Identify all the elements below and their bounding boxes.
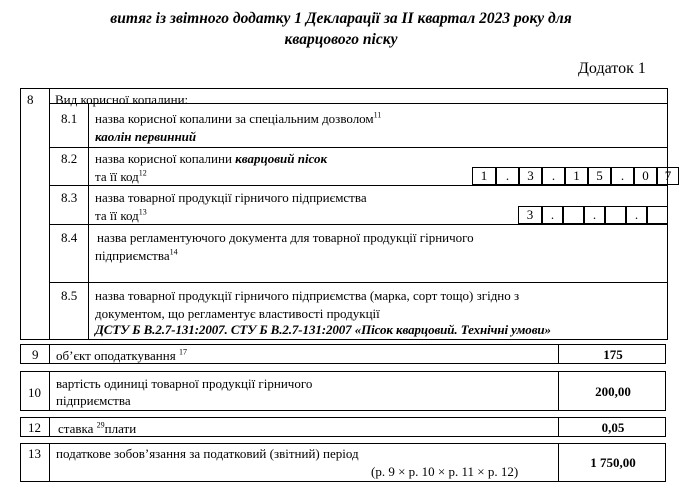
row-13-label: податкове зобов’язання за податковий (звітний) період — [56, 446, 359, 461]
section-8-number: 8 — [27, 92, 34, 107]
document-title-line2: кварцового піску — [284, 31, 398, 48]
row-12 — [20, 417, 666, 437]
code-separator: . — [542, 167, 565, 185]
row-13-value: 1 750,00 — [590, 455, 636, 470]
row-8-2-label: назва корисної копалини кварцовий пісок — [95, 151, 328, 166]
code-digit: 1 — [472, 167, 496, 185]
appendix-label: Додаток 1 — [578, 60, 646, 77]
section-8-label: Вид корисної копалини: — [55, 92, 189, 107]
code-digit: 3 — [518, 206, 542, 224]
row-8-1-value: каолін первинний — [95, 129, 197, 144]
code-separator: . — [496, 167, 519, 185]
row-10-value: 200,00 — [595, 384, 631, 399]
row-9-label: об’єкт оподаткування $^{17}$ — [56, 347, 187, 363]
row-12-label: ставка $^{29}$плати — [58, 420, 137, 436]
row-9-value: 175 — [603, 347, 623, 362]
row-9 — [20, 344, 666, 364]
code-digit: 7 — [657, 167, 679, 185]
code-digit — [563, 206, 584, 224]
code-digit — [605, 206, 626, 224]
row-8-3-code — [518, 206, 668, 224]
section-8-table — [20, 88, 672, 340]
code-digit — [647, 206, 668, 224]
code-separator: . — [584, 206, 605, 224]
code-separator: . — [626, 206, 647, 224]
code-separator: . — [542, 206, 563, 224]
row-8-5-value: ДСТУ Б В.2.7-131:2007. СТУ Б В.2.7-131:2007 «Пісок кварцовий. Технічні умови» — [95, 322, 551, 337]
row-10-label: вартість одиниці товарної продукції гірничого — [56, 376, 313, 391]
code-digit: 0 — [634, 167, 657, 185]
code-digit: 3 — [519, 167, 542, 185]
row-12-number: 12 — [28, 420, 41, 435]
row-9-number: 9 — [32, 347, 39, 362]
row-10 — [20, 371, 666, 411]
document-title-line1: витяг із звітного додатку 1 Декларації за ІІ квартал 2023 року для — [110, 10, 572, 27]
row-8-5-label: назва товарної продукції гірничого підприємства (марка, сорт тощо) згідно з — [95, 288, 520, 303]
row-8-5-label-cont: документом, що регламентує властивості продукції — [95, 306, 380, 321]
row-8-1-label: назва корисної копалини за спеціальним дозволом$^{11}$ — [95, 110, 382, 126]
row-8-3-number: 8.3 — [61, 190, 78, 205]
row-8-3-label: назва товарної продукції гірничого підприємства — [95, 190, 367, 205]
row-13-number: 13 — [28, 446, 41, 461]
row-10-number: 10 — [28, 385, 41, 400]
row-8-3-code-label: та її код$^{13}$ — [95, 207, 147, 223]
row-8-4-label-cont: підприємства$^{14}$ — [95, 247, 178, 263]
code-digit: 5 — [588, 167, 611, 185]
row-8-4-number: 8.4 — [61, 230, 78, 245]
row-10-label-cont: підприємства — [56, 393, 131, 408]
row-8-4-label: назва регламентуючого документа для товарної продукції гірничого — [97, 230, 474, 245]
row-13-formula: (р. 9 × р. 10 × р. 11 × р. 12) — [371, 464, 519, 479]
row-13 — [20, 443, 666, 482]
code-separator: . — [611, 167, 634, 185]
code-digit: 1 — [565, 167, 588, 185]
row-8-2-code — [472, 167, 679, 185]
row-12-value: 0,05 — [601, 420, 625, 435]
row-8-1-number: 8.1 — [61, 111, 78, 126]
row-8-5-number: 8.5 — [61, 288, 78, 303]
row-8-2-code-label: та її код$^{12}$ — [95, 168, 147, 184]
row-8-2-number: 8.2 — [61, 151, 78, 166]
